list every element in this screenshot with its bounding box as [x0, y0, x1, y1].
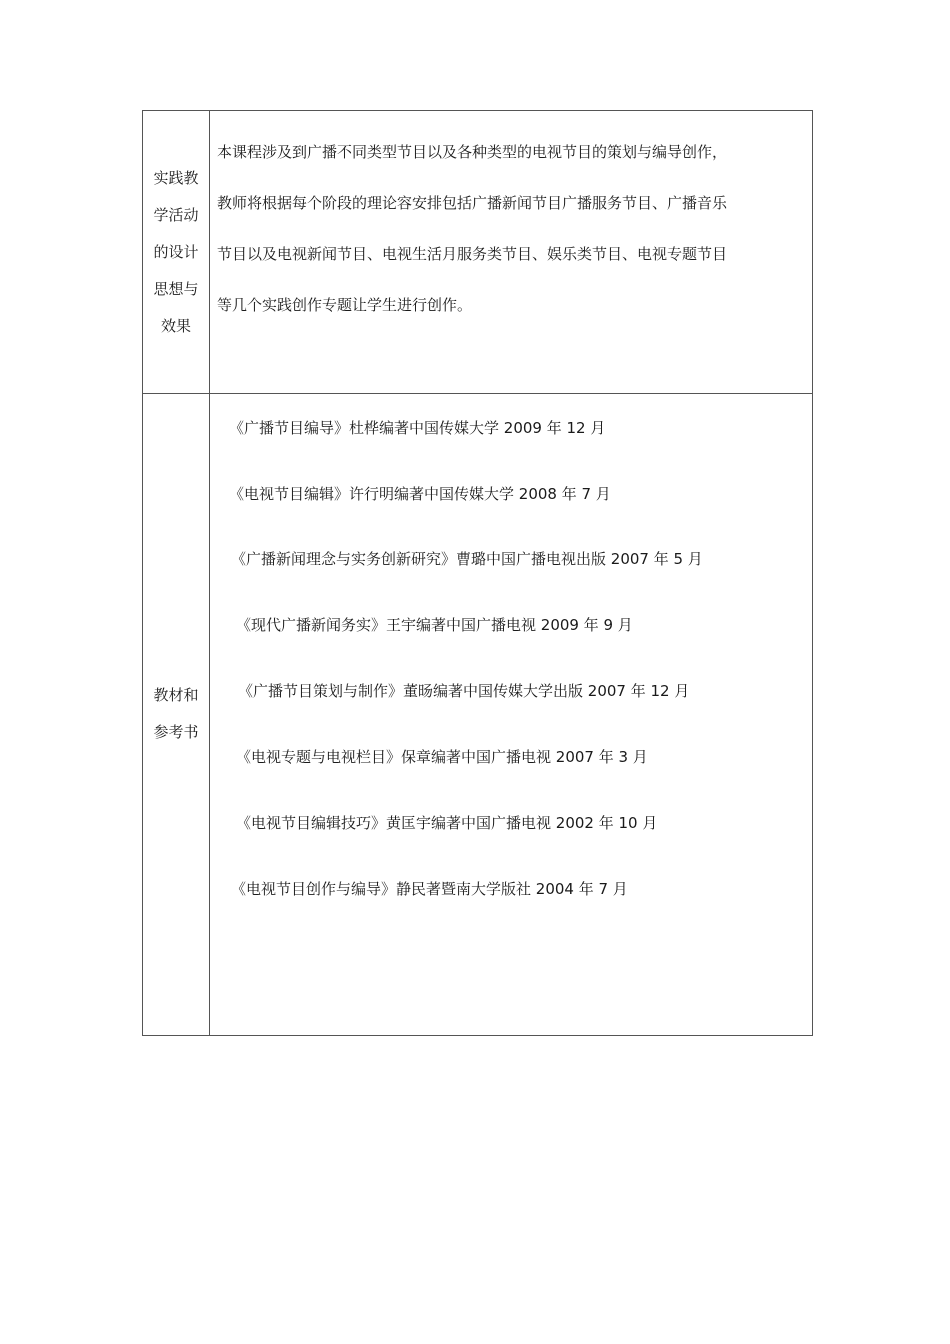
paragraph-line: 节目以及电视新闻节目、电视生活月服务类节目、娱乐类节目、电视专题节目 [217, 245, 728, 263]
row-label-practice-activities [150, 160, 202, 345]
label-cell [143, 111, 209, 393]
paragraph-line: 等几个实践创作专题让学生进行创作。 [217, 296, 473, 314]
label-line: 实践教 [153, 168, 199, 187]
reference-item: 《电视专题与电视栏目》保章编著中国广播电视 2007 年 3 月 [236, 748, 648, 766]
table-row-textbooks [143, 393, 812, 1035]
reference-item: 《广播新闻理念与实务创新研究》曹璐中国广播电视出版 2007 年 5 月 [231, 550, 703, 568]
label-line: 参考书 [153, 723, 199, 741]
label-line: 思想与 [153, 279, 199, 298]
reference-item: 《电视节目编辑》许行明编著中国传媒大学 2008 年 7 月 [229, 485, 611, 503]
label-cell [143, 393, 209, 1035]
paragraph-line: 本课程涉及到广播不同类型节目以及各种类型的电视节目的策划与编导创作， [217, 143, 728, 161]
table-row-practice-activities [143, 111, 812, 394]
content-cell [210, 111, 812, 393]
reference-item: 《电视节目创作与编导》静民著暨南大学版社 2004 年 7 月 [231, 880, 628, 898]
row-label-textbooks [150, 677, 202, 751]
paragraph-line: 教师将根据每个阶段的理论容安排包括广播新闻节目广播服务节目、广播音乐 [217, 194, 728, 212]
label-line: 的设计 [153, 242, 199, 261]
reference-item: 《电视节目编辑技巧》黄匡宇编著中国广播电视 2002 年 10 月 [236, 814, 658, 832]
content-cell [210, 393, 812, 1035]
label-line: 效果 [160, 316, 191, 335]
practice-description [217, 127, 801, 331]
reference-item: 《广播节目策划与制作》董旸编著中国传媒大学出版 2007 年 12 月 [238, 682, 690, 700]
reference-item: 《广播节目编导》杜桦编著中国传媒大学 2009 年 12 月 [229, 419, 606, 437]
reference-item: 《现代广播新闻务实》王宇编著中国广播电视 2009 年 9 月 [236, 616, 633, 634]
label-line: 学活动 [153, 205, 199, 224]
course-info-table [142, 110, 813, 1036]
label-line: 教材和 [153, 686, 199, 704]
